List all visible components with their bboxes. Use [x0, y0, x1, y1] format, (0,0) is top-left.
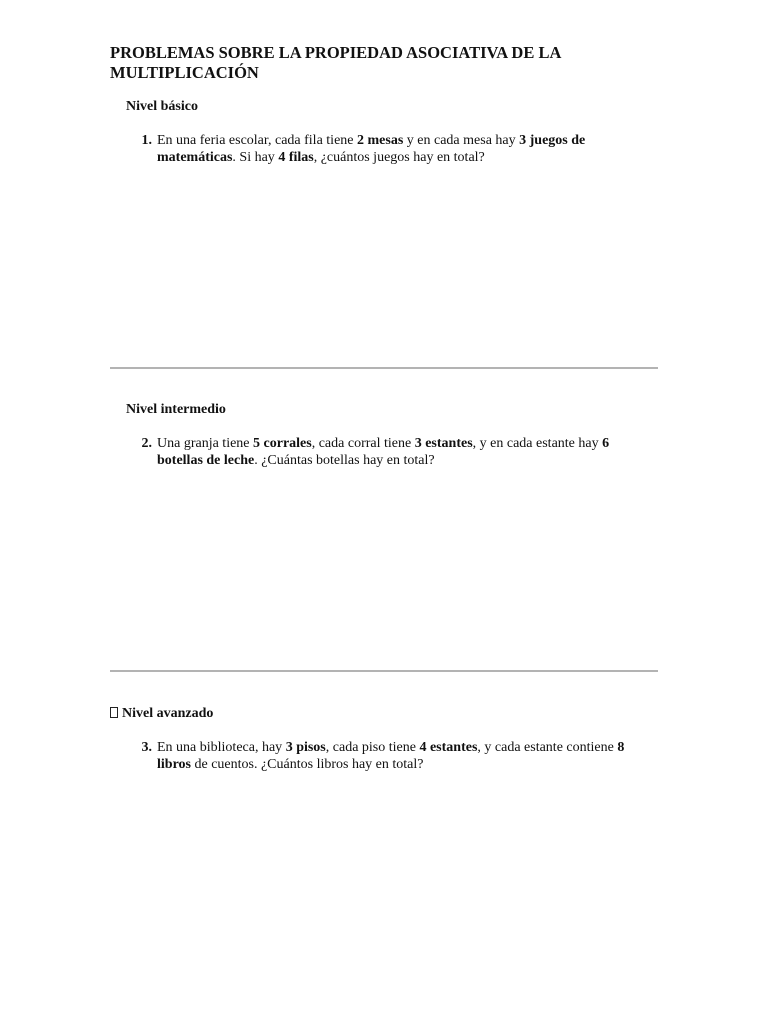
- section-heading-advanced: Nivel avanzado: [122, 706, 214, 721]
- bold-quantity: 6 botellas de leche: [157, 436, 610, 468]
- page-title: PROBLEMAS SOBRE LA PROPIEDAD ASOCIATIVA DE LA MULTIPLICACIÓN: [110, 43, 561, 82]
- bold-quantity: 3 juegos de matemáticas: [157, 133, 586, 165]
- problem-text-fragment: En una biblioteca, hay: [157, 740, 286, 755]
- bold-quantity: 3 estantes: [414, 436, 473, 451]
- problem-text: [157, 435, 657, 469]
- problem-text-fragment: , y cada estante contiene: [477, 740, 618, 755]
- bold-quantity: 5 corrales: [253, 436, 312, 451]
- section-divider: [110, 367, 658, 369]
- problem-text: [157, 739, 657, 773]
- problem-text: [157, 132, 657, 166]
- problem-number: 2.: [141, 436, 152, 451]
- bold-quantity: 2 mesas: [357, 133, 404, 148]
- problem-text-fragment: , ¿cuántos juegos hay en total?: [313, 150, 485, 165]
- bold-quantity: 4 estantes: [419, 740, 478, 755]
- problem-text-fragment: Una granja tiene: [157, 436, 254, 451]
- bold-quantity: 4 filas: [278, 150, 314, 165]
- problem-text-fragment: y en cada mesa hay: [403, 133, 520, 148]
- section-heading-basic: Nivel básico: [126, 99, 198, 114]
- bold-quantity: 3 pisos: [285, 740, 326, 755]
- section-heading-intermediate: Nivel intermedio: [126, 402, 226, 417]
- missing-glyph-icon: [110, 707, 118, 718]
- bold-quantity: 8 libros: [157, 740, 625, 772]
- problem-text-fragment: , cada corral tiene: [311, 436, 415, 451]
- problem-number: 3.: [141, 740, 152, 755]
- problem-text-fragment: . Si hay: [232, 150, 279, 165]
- problem-item: [130, 435, 660, 469]
- problem-text-fragment: , y en cada estante hay: [472, 436, 603, 451]
- problem-number: 1.: [141, 133, 152, 148]
- problem-text-fragment: , cada piso tiene: [325, 740, 420, 755]
- problem-item: [130, 132, 660, 166]
- section-divider: [110, 670, 658, 672]
- problem-item: [130, 739, 660, 773]
- problem-text-fragment: . ¿Cuántas botellas hay en total?: [254, 453, 435, 468]
- section-heading-advanced-row: [110, 705, 213, 723]
- problem-text-fragment: En una feria escolar, cada fila tiene: [157, 133, 357, 148]
- problem-text-fragment: de cuentos. ¿Cuántos libros hay en total?: [190, 757, 424, 772]
